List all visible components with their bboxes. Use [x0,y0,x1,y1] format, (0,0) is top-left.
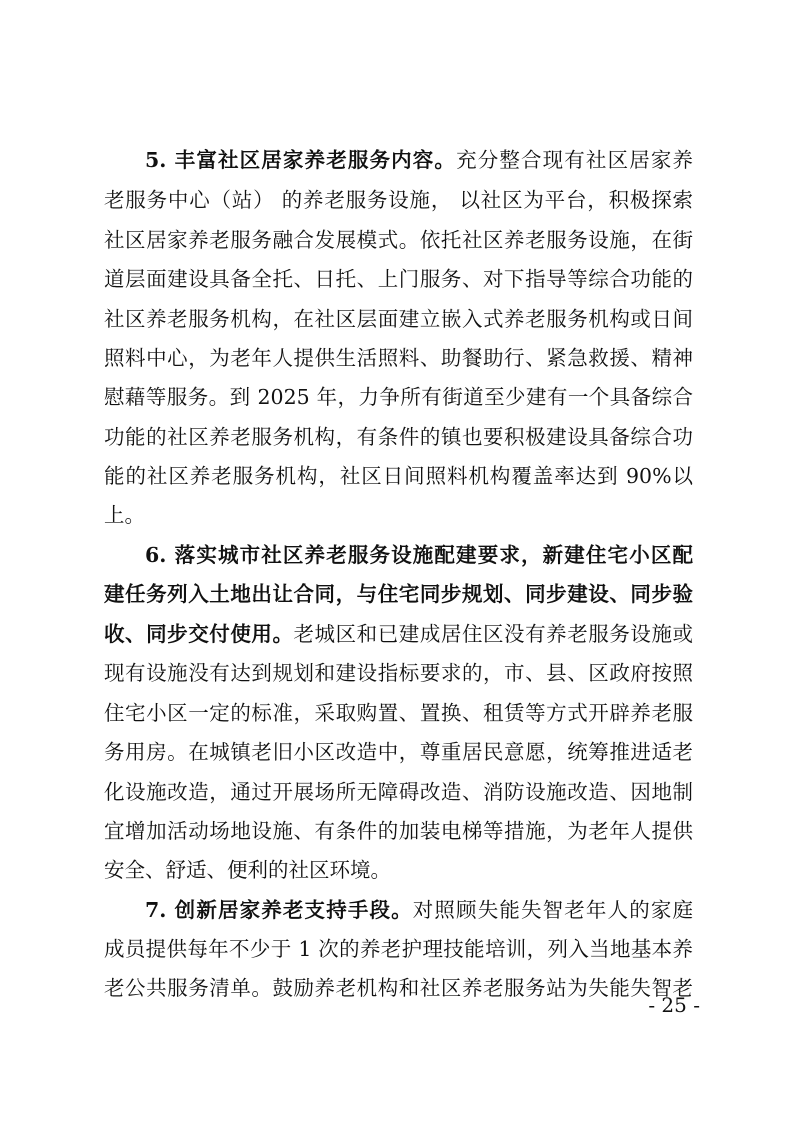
text-line [104,897,693,923]
text-line: 宜增加活动场地设施、有条件的加装电梯等措施，为老年人提供 [104,819,693,843]
text-line: 安全、舒适、便利的社区环境。 [104,858,391,882]
section-heading: 建任务列入土地出让合同，与住宅同步规划、同步建设、同步验 [104,582,693,606]
line-text: 对照顾失能失智老年人的家庭 [412,898,693,922]
text-line: 慰藉等服务。到 2025 年，力争所有街道至少建有一个具备综合 [104,385,693,409]
text-line: 社区养老服务机构，在社区层面建立嵌入式养老服务机构或日间 [104,307,693,331]
text-line: 照料中心，为老年人提供生活照料、助餐助行、紧急救援、精神 [104,346,693,370]
line-text: 充分整合现有社区居家养 [456,148,693,172]
text-line [104,621,693,647]
section-heading: 7. 创新居家养老支持手段。 [145,898,413,922]
text-line: 化设施改造，通过开展场所无障碍改造、消防设施改造、因地制 [104,780,693,804]
text-line: 务用房。在城镇老旧小区改造中，尊重居民意愿，统筹推进适老 [104,740,693,764]
section-heading: 5. 丰富社区居家养老服务内容。 [145,148,457,172]
text-line: 上。 [104,503,145,527]
text-line: 住宅小区一定的标准，采取购置、置换、租赁等方式开辟养老服 [104,701,693,725]
section-heading: 6. 落实城市社区养老服务设施配建要求，新建住宅小区配 [145,543,693,567]
text-line: 成员提供每年不少于 1 次的养老护理技能培训，列入当地基本养 [104,937,693,961]
text-line: 老服务中心（站） 的养老服务设施， 以社区为平台，积极探索 [104,188,693,212]
page-number: - 25 - [648,993,700,1017]
section-heading: 收、同步交付使用。 [104,622,294,646]
text-line: 功能的社区养老服务机构，有条件的镇也要积极建设具备综合功 [104,425,693,449]
text-line: 道层面建设具备全托、日托、上门服务、对下指导等综合功能的 [104,267,693,291]
text-line: 现有设施没有达到规划和建设指标要求的，市、县、区政府按照 [104,661,693,685]
text-line [104,147,693,173]
text-line: 社区居家养老服务融合发展模式。依托社区养老服务设施，在街 [104,228,693,252]
text-line: 老公共服务清单。鼓励养老机构和社区养老服务站为失能失智老 [104,976,693,1000]
line-text: 老城区和已建成居住区没有养老服务设施或 [293,622,693,646]
text-line: 能的社区养老服务机构，社区日间照料机构覆盖率达到 90%以 [104,464,693,488]
